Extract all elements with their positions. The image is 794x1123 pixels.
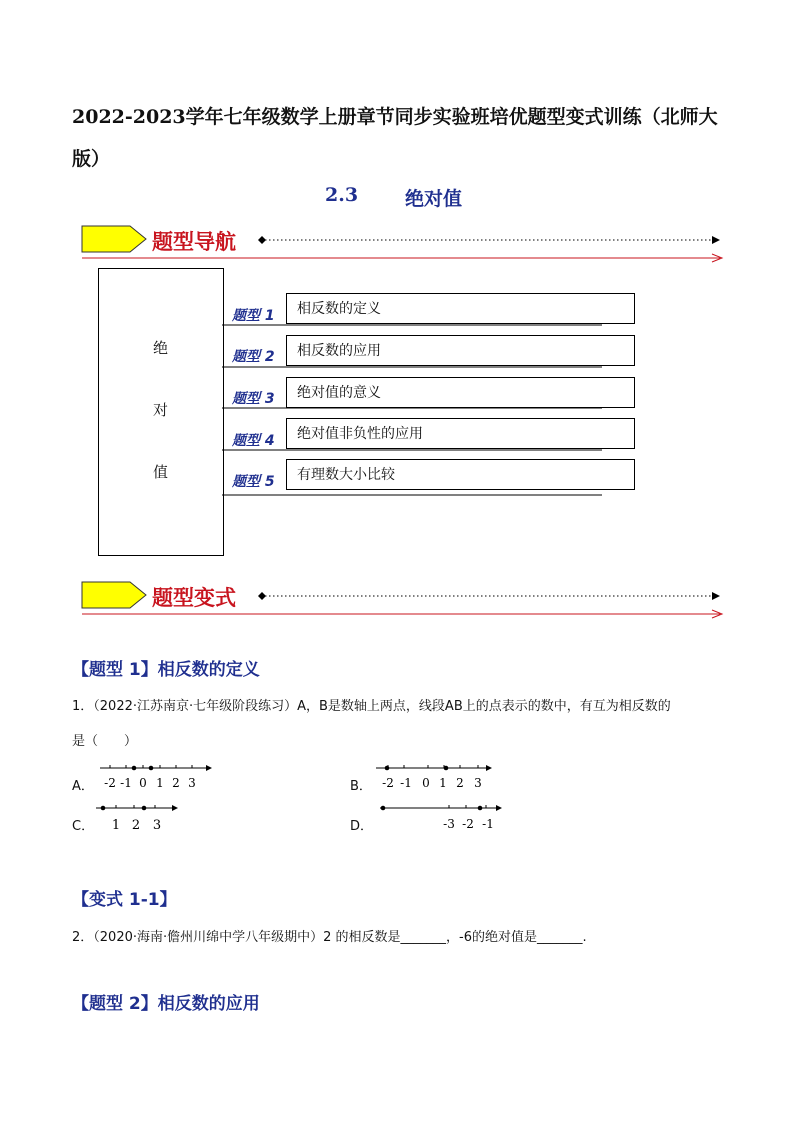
banner-arrow-icon — [82, 226, 146, 252]
point-a — [381, 806, 386, 811]
type-label-2: 题型 2 — [232, 349, 275, 365]
point-a — [132, 766, 137, 771]
arrow-head-icon — [712, 592, 720, 600]
option-c-numberline — [96, 800, 186, 836]
variants-banner-label: 题型变式 — [152, 586, 236, 610]
variant1-heading: 【变式 1-1】 — [72, 890, 177, 910]
tick-label: 1 — [111, 818, 121, 833]
type-label-3: 题型 3 — [232, 391, 275, 407]
type-label-5: 题型 5 — [232, 474, 275, 490]
section-name: 绝对值 — [405, 188, 463, 210]
q1-line2: 是（ ） — [72, 734, 138, 749]
point-a — [101, 806, 106, 811]
type-box-3: 绝对值的意义 — [286, 377, 635, 408]
tick-label: 2 — [172, 776, 180, 790]
tick-label: -3 — [443, 817, 455, 831]
tick-label: 1 — [439, 776, 447, 790]
option-b-numberline — [372, 760, 496, 796]
diamond-icon — [258, 592, 266, 600]
tick-label: -2 — [382, 776, 394, 790]
point-b — [444, 766, 449, 771]
tick-label: -1 — [482, 817, 494, 831]
banner-arrow-icon — [82, 582, 146, 608]
point-a — [385, 766, 390, 771]
nav-char: 对 — [153, 401, 169, 419]
type1-heading: 【题型 1】相反数的定义 — [72, 660, 260, 680]
option-d-letter: D． — [350, 819, 374, 834]
tick-label: -1 — [400, 776, 412, 790]
option-c-letter: C． — [72, 819, 95, 834]
point-b — [478, 806, 483, 811]
option-b-letter: B． — [350, 779, 372, 794]
tick-label: 0 — [139, 776, 147, 790]
nav-char: 值 — [153, 463, 169, 481]
type-label-4: 题型 4 — [232, 433, 275, 449]
tick-label: 3 — [152, 818, 162, 833]
tick-label: -2 — [462, 817, 474, 831]
type-box-4: 绝对值非负性的应用 — [286, 418, 635, 449]
diamond-icon — [258, 236, 266, 244]
nav-char: 绝 — [153, 339, 169, 357]
tick-label: 3 — [188, 776, 196, 790]
tick-label: 2 — [131, 818, 141, 833]
type-box-2: 相反数的应用 — [286, 335, 635, 366]
type-label-1: 题型 1 — [232, 308, 275, 324]
type-box-1: 相反数的定义 — [286, 293, 635, 324]
tick-label: -2 — [104, 776, 116, 790]
arrow-head-icon — [712, 236, 720, 244]
tick-label: 3 — [474, 776, 482, 790]
q2-text: 2．（2020·海南·儋州川绵中学八年级期中）2 的相反数是_______，-6的绝对值是_______. — [72, 930, 587, 945]
tick-label: -1 — [120, 776, 132, 790]
tick-label: 0 — [422, 776, 430, 790]
type2-heading: 【题型 2】相反数的应用 — [72, 994, 260, 1014]
nav-banner-label: 题型导航 — [152, 230, 236, 254]
document-title: 2022-2023学年七年级数学上册章节同步实验班培优题型变式训练（北师大版） — [72, 106, 718, 170]
type-box-5: 有理数大小比较 — [286, 459, 635, 490]
option-a-numberline — [96, 760, 216, 796]
tick-label: 2 — [456, 776, 464, 790]
option-d-numberline — [376, 800, 506, 836]
point-b — [149, 766, 154, 771]
q1-line1: 1．（2022·江苏南京·七年级阶段练习）A，B是数轴上两点，线段AB上的点表示的数中，有互为相反数的 — [72, 699, 671, 714]
point-b — [142, 806, 147, 811]
option-a-letter: A． — [72, 779, 94, 794]
section-number: 2.3 — [325, 184, 359, 206]
tick-label: 1 — [156, 776, 164, 790]
